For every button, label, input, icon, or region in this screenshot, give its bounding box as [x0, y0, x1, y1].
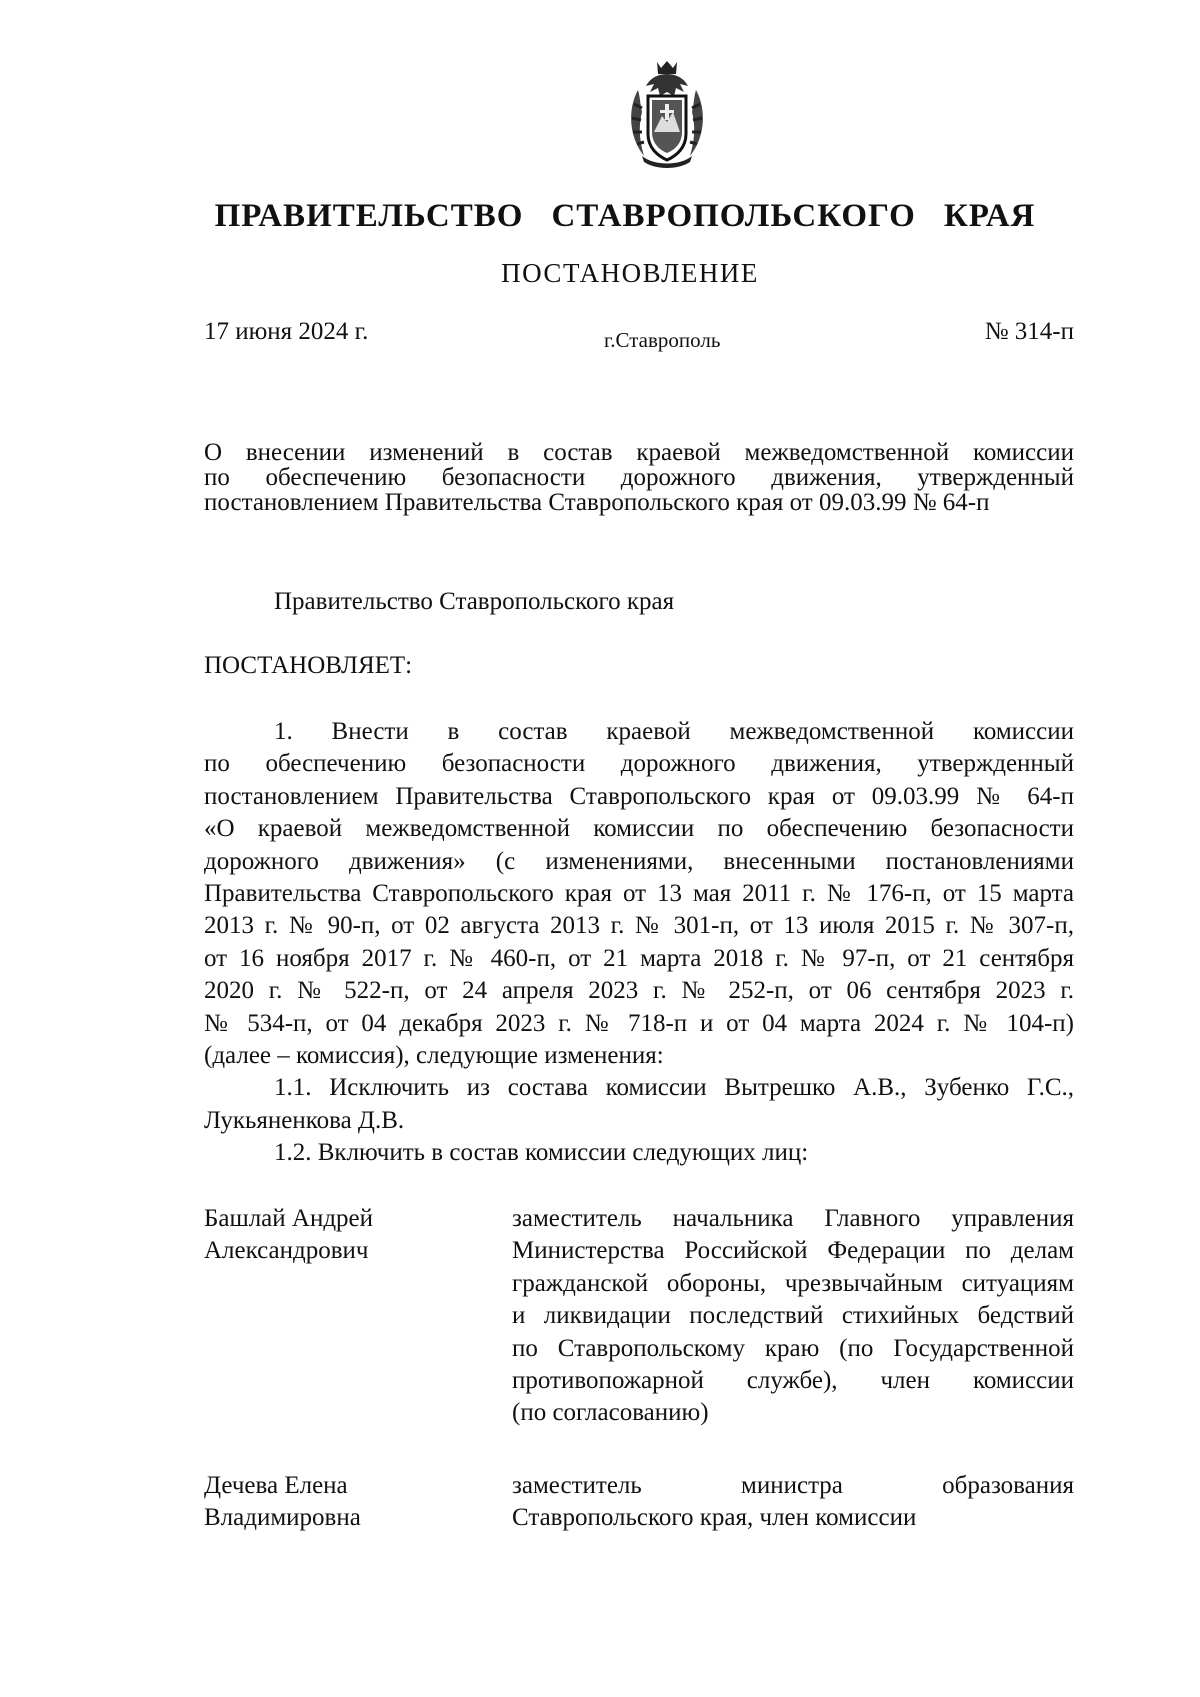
member-name	[204, 1203, 484, 1268]
government-title-word: ПРАВИТЕЛЬСТВО	[214, 198, 524, 234]
document-date: 17 июня 2024 г.	[204, 318, 369, 345]
member-role-line: заместитель начальника Главного управления	[512, 1205, 1074, 1232]
preamble: Правительство Ставропольского края	[274, 588, 675, 615]
member-role-line: (по согласованию)	[512, 1399, 709, 1427]
body-line: от 16 ноября 2017 г. № 460-п, от 21 марта 2018 г. № 97-п, от 21 сентября	[204, 944, 1074, 972]
body-line: дорожного движения» (с изменениями, внесенными постановлениями	[204, 847, 1074, 875]
member-name-line: Александрович	[204, 1237, 369, 1265]
member-name-line: Дечева Елена	[204, 1472, 348, 1499]
document-city: г.Ставрополь	[604, 328, 721, 352]
document-body	[204, 716, 1074, 1170]
body-line: 2013 г. № 90-п, от 02 августа 2013 г. № 301-п, от 13 июля 2015 г. № 307-п,	[204, 912, 1074, 940]
subject-line: по обеспечению безопасности дорожного движения, утвержденный	[204, 464, 1074, 491]
body-line: 1.1. Исключить из состава комиссии Вытрешко А.В., Зубенко Г.С.,	[274, 1074, 1074, 1102]
member-name-line: Башлай Андрей	[204, 1205, 374, 1232]
body-line: «О краевой межведомственной комиссии по обеспечению безопасности	[204, 815, 1074, 843]
subject-line: О внесении изменений в состав краевой межведомственной комиссии	[204, 439, 1074, 466]
body-line: (далее – комиссия), следующие изменения:	[204, 1042, 664, 1070]
body-line: 1. Внести в состав краевой межведомственной комиссии	[274, 718, 1074, 745]
member-role-line: и ликвидации последствий стихийных бедствий	[512, 1302, 1074, 1330]
member-name	[204, 1470, 484, 1535]
coat-of-arms-emblem-icon	[620, 58, 714, 170]
subject-line: постановлением Правительства Ставропольского края от 09.03.99 № 64-п	[204, 489, 990, 516]
government-title-word: СТАВРОПОЛЬСКОГО	[551, 198, 916, 234]
document-type: ПОСТАНОВЛЕНИЕ	[501, 258, 759, 288]
member-role-line: Ставропольского края, член комиссии	[512, 1504, 917, 1532]
member-role-line: противопожарной службе), член комиссии	[512, 1367, 1074, 1395]
member-role-line: Министерства Российской Федерации по делам	[512, 1237, 1074, 1265]
body-line: Правительства Ставропольского края от 13 мая 2011 г. № 176-п, от 15 марта	[204, 880, 1074, 908]
document-subject	[204, 440, 1074, 515]
member-role-line: заместитель министра образования	[512, 1472, 1074, 1499]
member-role	[512, 1203, 1074, 1430]
member-name-line: Владимировна	[204, 1504, 361, 1532]
member-role	[512, 1470, 1074, 1535]
government-title	[0, 198, 1200, 235]
body-line: постановлением Правительства Ставропольского края от 09.03.99 № 64-п	[204, 782, 1074, 810]
body-line: по обеспечению безопасности дорожного движения, утвержденный	[204, 750, 1074, 778]
body-line: 1.2. Включить в состав комиссии следующих лиц:	[274, 1139, 809, 1167]
member-role-line: по Ставропольскому краю (по Государственной	[512, 1334, 1074, 1362]
government-title-word: КРАЯ	[943, 198, 1036, 234]
body-line: 2020 г. № 522-п, от 24 апреля 2023 г. № 252-п, от 06 сентября 2023 г.	[204, 977, 1074, 1005]
member-role-line: гражданской обороны, чрезвычайным ситуациям	[512, 1269, 1074, 1297]
body-line: № 534-п, от 04 декабря 2023 г. № 718-п и от 04 марта 2024 г. № 104-п)	[204, 1009, 1074, 1037]
document-number: № 314-п	[984, 318, 1074, 345]
resolve-heading: ПОСТАНОВЛЯЕТ:	[204, 652, 413, 679]
body-line: Лукьяненкова Д.В.	[204, 1106, 405, 1134]
